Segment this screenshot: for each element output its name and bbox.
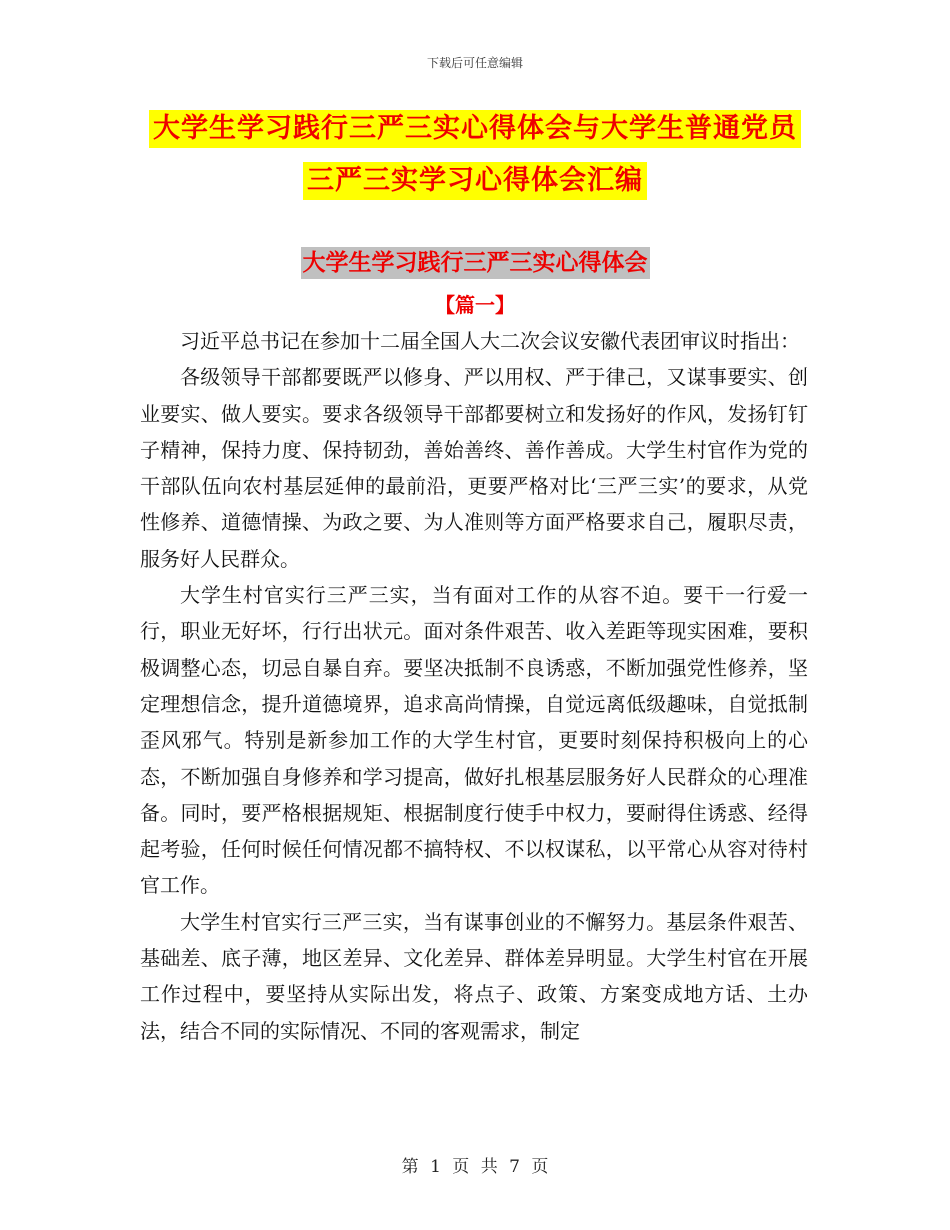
title-line-1: 大学生学习践行三严三实心得体会与大学生普通党员 [149, 110, 801, 148]
paragraph-4: 大学生村官实行三严三实，当有谋事创业的不懈努力。基层条件艰苦、基础差、底子薄，地区差异、文化差异、群体差异明显。大学生村官在开展工作过程中，要坚持从实际出发，将点子、政策、方案变成地方话、土办法，结合不同的实际情况、不同的客观需求，制定 [140, 909, 808, 1043]
paragraph-1: 习近平总书记在参加十二届全国人大二次会议安徽代表团审议时指出： [180, 329, 800, 353]
title-line-2: 三严三实学习心得体会汇编 [303, 162, 647, 200]
paragraph-2: 各级领导干部都要既严以修身、严以用权、严于律己，又谋事要实、创业要实、做人要实。要求各级领导干部都要树立和发扬好的作风，发扬钉钉子精神，保持力度、保持韧劲，善始善终、善作善成。大学生村官作为党的干部队伍向农村基层延伸的最前沿，更要严格对比‘三严三实’的要求，从党性修养、道德情操、为政之要、为人准则等方面严格要求自己，履职尽责，服务好人民群众。 [140, 365, 808, 571]
page-footer: 第 1 页 共 7 页 [401, 1157, 549, 1177]
part-label: 【篇一】 [435, 293, 515, 317]
paragraph-3: 大学生村官实行三严三实，当有面对工作的从容不迫。要干一行爱一行，职业无好坏，行行出状元。面对条件艰苦、收入差距等现实困难，要积极调整心态，切忌自暴自弃。要坚决抵制不良诱惑，不断加强党性修养，坚定理想信念，提升道德境界，追求高尚情操，自觉远离低级趣味，自觉抵制歪风邪气。特别是新参加工作的大学生村官，更要时刻保持积极向上的心态，不断加强自身修养和学习提高，做好扎根基层服务好人民群众的心理准备。同时，要严格根据规矩、根据制度行使手中权力，要耐得住诱惑、经得起考验，任何时候任何情况都不搞特权、不以权谋私，以平常心从容对待村官工作。 [140, 583, 808, 898]
document-title [0, 110, 950, 200]
body-text [140, 323, 808, 1049]
section-title-text: 大学生学习践行三严三实心得体会 [301, 247, 650, 279]
header-note: 下载后可任意编辑 [426, 56, 523, 70]
section-title [0, 247, 950, 279]
